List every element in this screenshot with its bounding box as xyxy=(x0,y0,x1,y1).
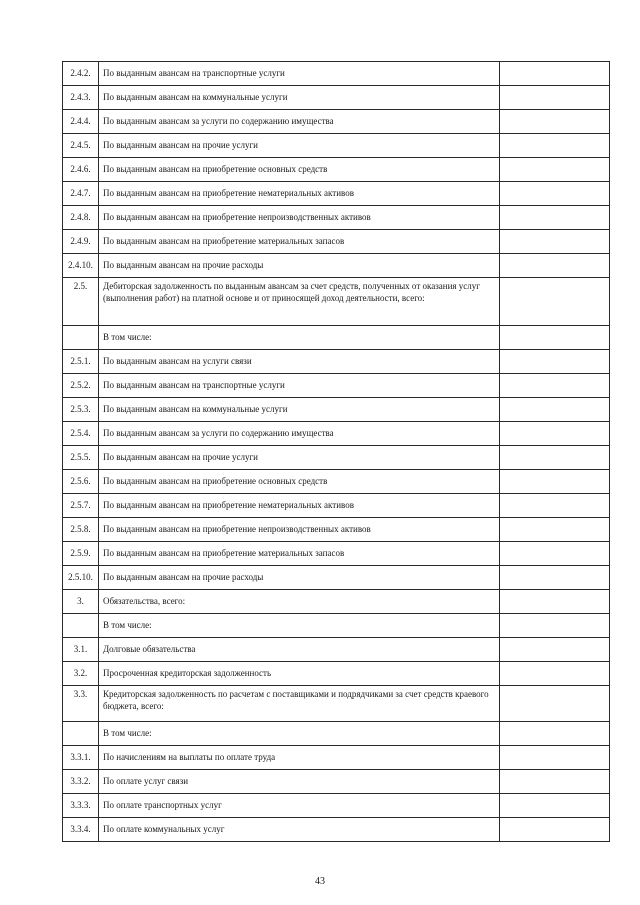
row-value xyxy=(500,422,610,446)
row-number: 2.4.8. xyxy=(63,206,99,230)
row-description: По выданным авансам на прочие расходы xyxy=(99,254,500,278)
page-number: 43 xyxy=(315,876,325,887)
row-value xyxy=(500,398,610,422)
table-row xyxy=(63,542,610,566)
row-value xyxy=(500,518,610,542)
row-value xyxy=(500,590,610,614)
row-number: 2.5.7. xyxy=(63,494,99,518)
row-value xyxy=(500,614,610,638)
row-value xyxy=(500,662,610,686)
table-row xyxy=(63,62,610,86)
row-number: 3.3.3. xyxy=(63,794,99,818)
row-description: По выданным авансам на коммунальные услуги xyxy=(99,86,500,110)
row-number: 2.5.2. xyxy=(63,374,99,398)
row-description: По оплате транспортных услуг xyxy=(99,794,500,818)
report-table xyxy=(62,61,610,842)
row-number: 2.5.5. xyxy=(63,446,99,470)
table-row xyxy=(63,446,610,470)
row-number: 2.5.1. xyxy=(63,350,99,374)
table-row xyxy=(63,686,610,722)
row-value xyxy=(500,638,610,662)
row-value xyxy=(500,794,610,818)
row-description: По выданным авансам на прочие услуги xyxy=(99,446,500,470)
row-description: По выданным авансам на коммунальные услуги xyxy=(99,398,500,422)
row-number xyxy=(63,614,99,638)
row-value xyxy=(500,62,610,86)
table-row xyxy=(63,254,610,278)
row-description: По выданным авансам на прочие услуги xyxy=(99,134,500,158)
table-row xyxy=(63,566,610,590)
row-description: По выданным авансам за услуги по содержанию имущества xyxy=(99,110,500,134)
row-description: По выданным авансам на транспортные услуги xyxy=(99,62,500,86)
row-number xyxy=(63,326,99,350)
row-value xyxy=(500,254,610,278)
row-value xyxy=(500,278,610,326)
table-row xyxy=(63,350,610,374)
row-description: Просроченная кредиторская задолженность xyxy=(99,662,500,686)
row-value xyxy=(500,158,610,182)
row-description: По выданным авансам на приобретение нематериальных активов xyxy=(99,182,500,206)
row-number: 2.4.6. xyxy=(63,158,99,182)
row-value xyxy=(500,374,610,398)
row-value xyxy=(500,566,610,590)
row-description: В том числе: xyxy=(99,614,500,638)
table-row xyxy=(63,158,610,182)
row-number: 3.3.1. xyxy=(63,746,99,770)
row-value xyxy=(500,770,610,794)
row-value xyxy=(500,182,610,206)
table-row xyxy=(63,398,610,422)
row-value xyxy=(500,206,610,230)
row-number: 2.4.9. xyxy=(63,230,99,254)
table-row xyxy=(63,746,610,770)
row-value xyxy=(500,110,610,134)
row-value xyxy=(500,722,610,746)
row-number: 2.4.7. xyxy=(63,182,99,206)
row-number: 3.1. xyxy=(63,638,99,662)
row-description: По выданным авансам за услуги по содержанию имущества xyxy=(99,422,500,446)
row-description: По выданным авансам на транспортные услуги xyxy=(99,374,500,398)
row-number: 3. xyxy=(63,590,99,614)
table-row xyxy=(63,230,610,254)
table-row xyxy=(63,818,610,842)
table-row xyxy=(63,374,610,398)
row-number: 2.5.3. xyxy=(63,398,99,422)
table-row xyxy=(63,722,610,746)
row-value xyxy=(500,446,610,470)
row-number: 3.3.4. xyxy=(63,818,99,842)
row-value xyxy=(500,686,610,722)
row-description: В том числе: xyxy=(99,326,500,350)
row-number: 2.5.10. xyxy=(63,566,99,590)
row-description: По выданным авансам на приобретение материальных запасов xyxy=(99,542,500,566)
table-row xyxy=(63,614,610,638)
row-description: По выданным авансам на приобретение основных средств xyxy=(99,158,500,182)
row-description: Кредиторская задолженность по расчетам с поставщиками и подрядчиками за счет средств краевого бюджета, всего: xyxy=(99,686,500,722)
table-row xyxy=(63,182,610,206)
row-value xyxy=(500,86,610,110)
row-value xyxy=(500,746,610,770)
row-description: По выданным авансам на приобретение основных средств xyxy=(99,470,500,494)
row-number: 2.5.8. xyxy=(63,518,99,542)
row-description: Дебиторская задолженность по выданным авансам за счет средств, полученных от оказания услуг (выполнения работ) на платной основе и от приносящей доход деятельности, всего: xyxy=(99,278,500,326)
table-row xyxy=(63,494,610,518)
table-row xyxy=(63,794,610,818)
row-number: 2.4.2. xyxy=(63,62,99,86)
table-row xyxy=(63,206,610,230)
table-row xyxy=(63,638,610,662)
row-description: По оплате коммунальных услуг xyxy=(99,818,500,842)
row-number: 2.5.9. xyxy=(63,542,99,566)
row-number: 3.3. xyxy=(63,686,99,722)
table-row xyxy=(63,770,610,794)
row-number: 3.2. xyxy=(63,662,99,686)
row-number: 2.5.6. xyxy=(63,470,99,494)
row-description: Долговые обязательства xyxy=(99,638,500,662)
row-number: 2.4.10. xyxy=(63,254,99,278)
row-value xyxy=(500,230,610,254)
table-row xyxy=(63,470,610,494)
row-number: 2.4.4. xyxy=(63,110,99,134)
table-row xyxy=(63,134,610,158)
row-description: По начислениям на выплаты по оплате труда xyxy=(99,746,500,770)
row-value xyxy=(500,542,610,566)
row-description: По выданным авансам на приобретение непроизводственных активов xyxy=(99,518,500,542)
row-description: По выданным авансам на приобретение непроизводственных активов xyxy=(99,206,500,230)
table-row xyxy=(63,590,610,614)
table-row xyxy=(63,422,610,446)
table-row xyxy=(63,110,610,134)
table-row xyxy=(63,86,610,110)
table-row xyxy=(63,518,610,542)
table-row xyxy=(63,326,610,350)
row-value xyxy=(500,326,610,350)
row-description: По выданным авансам на услуги связи xyxy=(99,350,500,374)
row-value xyxy=(500,134,610,158)
row-number: 3.3.2. xyxy=(63,770,99,794)
row-value xyxy=(500,818,610,842)
row-description: По выданным авансам на прочие расходы xyxy=(99,566,500,590)
row-description: По оплате услуг связи xyxy=(99,770,500,794)
row-description: Обязательства, всего: xyxy=(99,590,500,614)
row-description: В том числе: xyxy=(99,722,500,746)
table-row xyxy=(63,662,610,686)
row-number: 2.5. xyxy=(63,278,99,326)
row-number: 2.5.4. xyxy=(63,422,99,446)
table-row xyxy=(63,278,610,326)
row-value xyxy=(500,494,610,518)
row-number: 2.4.3. xyxy=(63,86,99,110)
row-value xyxy=(500,470,610,494)
row-description: По выданным авансам на приобретение материальных запасов xyxy=(99,230,500,254)
row-description: По выданным авансам на приобретение нематериальных активов xyxy=(99,494,500,518)
row-value xyxy=(500,350,610,374)
row-number xyxy=(63,722,99,746)
row-number: 2.4.5. xyxy=(63,134,99,158)
